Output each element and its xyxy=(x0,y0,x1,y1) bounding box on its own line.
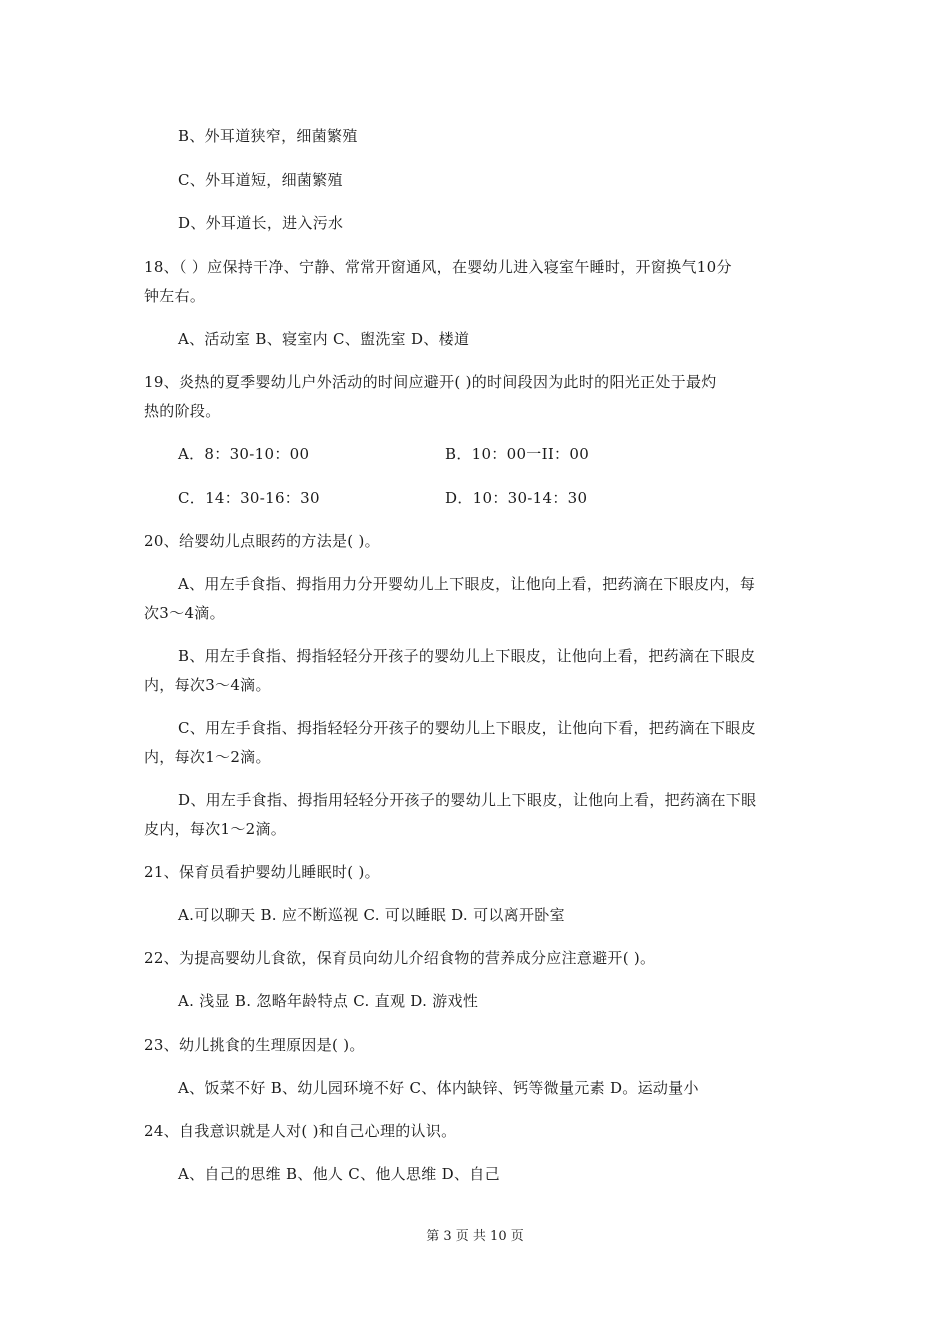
q22-stem: 22、为提高婴幼儿食欲，保育员向幼儿介绍食物的营养成分应注意避开( )。 xyxy=(144,949,656,967)
q24-stem: 24、自我意识就是人对( )和自己心理的认识。 xyxy=(144,1122,457,1140)
q20-option-a-line2: 次3～4滴。 xyxy=(144,604,225,622)
q23-options: A、饭菜不好 B、幼儿园环境不好 C、体内缺锌、钙等微量元素 D。运动量小 xyxy=(178,1079,699,1097)
q23-stem: 23、幼儿挑食的生理原因是( )。 xyxy=(144,1036,365,1054)
q19-option-a: A．8：30-10：00 xyxy=(178,445,310,463)
q20-option-a-line1: A、用左手食指、拇指用力分开婴幼儿上下眼皮，让他向上看，把药滴在下眼皮内，每 xyxy=(178,575,756,593)
q20-option-b-line2: 内，每次3～4滴。 xyxy=(144,676,271,694)
q19-stem-line2: 热的阶段。 xyxy=(144,402,221,420)
q19-option-b: B．10：00一II：00 xyxy=(445,445,590,463)
q20-option-c-line2: 内，每次1～2滴。 xyxy=(144,748,271,766)
q22-options: A. 浅显 B. 忽略年龄特点 C. 直观 D. 游戏性 xyxy=(178,992,479,1010)
q17-option-d: D、外耳道长，进入污水 xyxy=(178,214,344,232)
q24-options: A、自己的思维 B、他人 C、他人思维 D、自己 xyxy=(178,1165,500,1183)
q17-option-c: C、外耳道短，细菌繁殖 xyxy=(178,171,343,189)
q19-stem-line1: 19、炎热的夏季婴幼儿户外活动的时间应避开( )的时间段因为此时的阳光正处于最灼 xyxy=(144,373,717,391)
q18-options: A、活动室 B、寝室内 C、盥洗室 D、楼道 xyxy=(178,330,470,348)
q20-option-c-line1: C、用左手食指、拇指轻轻分开孩子的婴幼儿上下眼皮，让他向下看，把药滴在下眼皮 xyxy=(178,719,756,737)
page-number-footer: 第 3 页 共 10 页 xyxy=(426,1229,524,1244)
q21-stem: 21、保育员看护婴幼儿睡眠时( )。 xyxy=(144,863,380,881)
q20-option-d-line2: 皮内，每次1～2滴。 xyxy=(144,820,287,838)
q19-option-c: C．14：30-16：30 xyxy=(178,489,320,507)
q20-stem: 20、给婴幼儿点眼药的方法是( )。 xyxy=(144,532,380,550)
q21-options: A.可以聊天 B. 应不断巡视 C. 可以睡眠 D. 可以离开卧室 xyxy=(178,906,565,924)
q20-option-d-line1: D、用左手食指、拇指用轻轻分开孩子的婴幼儿上下眼皮，让他向上看，把药滴在下眼 xyxy=(178,791,757,809)
q17-option-b: B、外耳道狭窄，细菌繁殖 xyxy=(178,127,358,145)
q20-option-b-line1: B、用左手食指、拇指轻轻分开孩子的婴幼儿上下眼皮，让他向上看，把药滴在下眼皮 xyxy=(178,647,756,665)
q19-option-d: D．10：30-14：30 xyxy=(445,489,588,507)
q18-stem-line2: 钟左右。 xyxy=(144,287,206,305)
q18-stem-line1: 18、（ ）应保持干净、宁静、常常开窗通风，在婴幼儿进入寝室午睡时，开窗换气10分 xyxy=(144,258,732,276)
